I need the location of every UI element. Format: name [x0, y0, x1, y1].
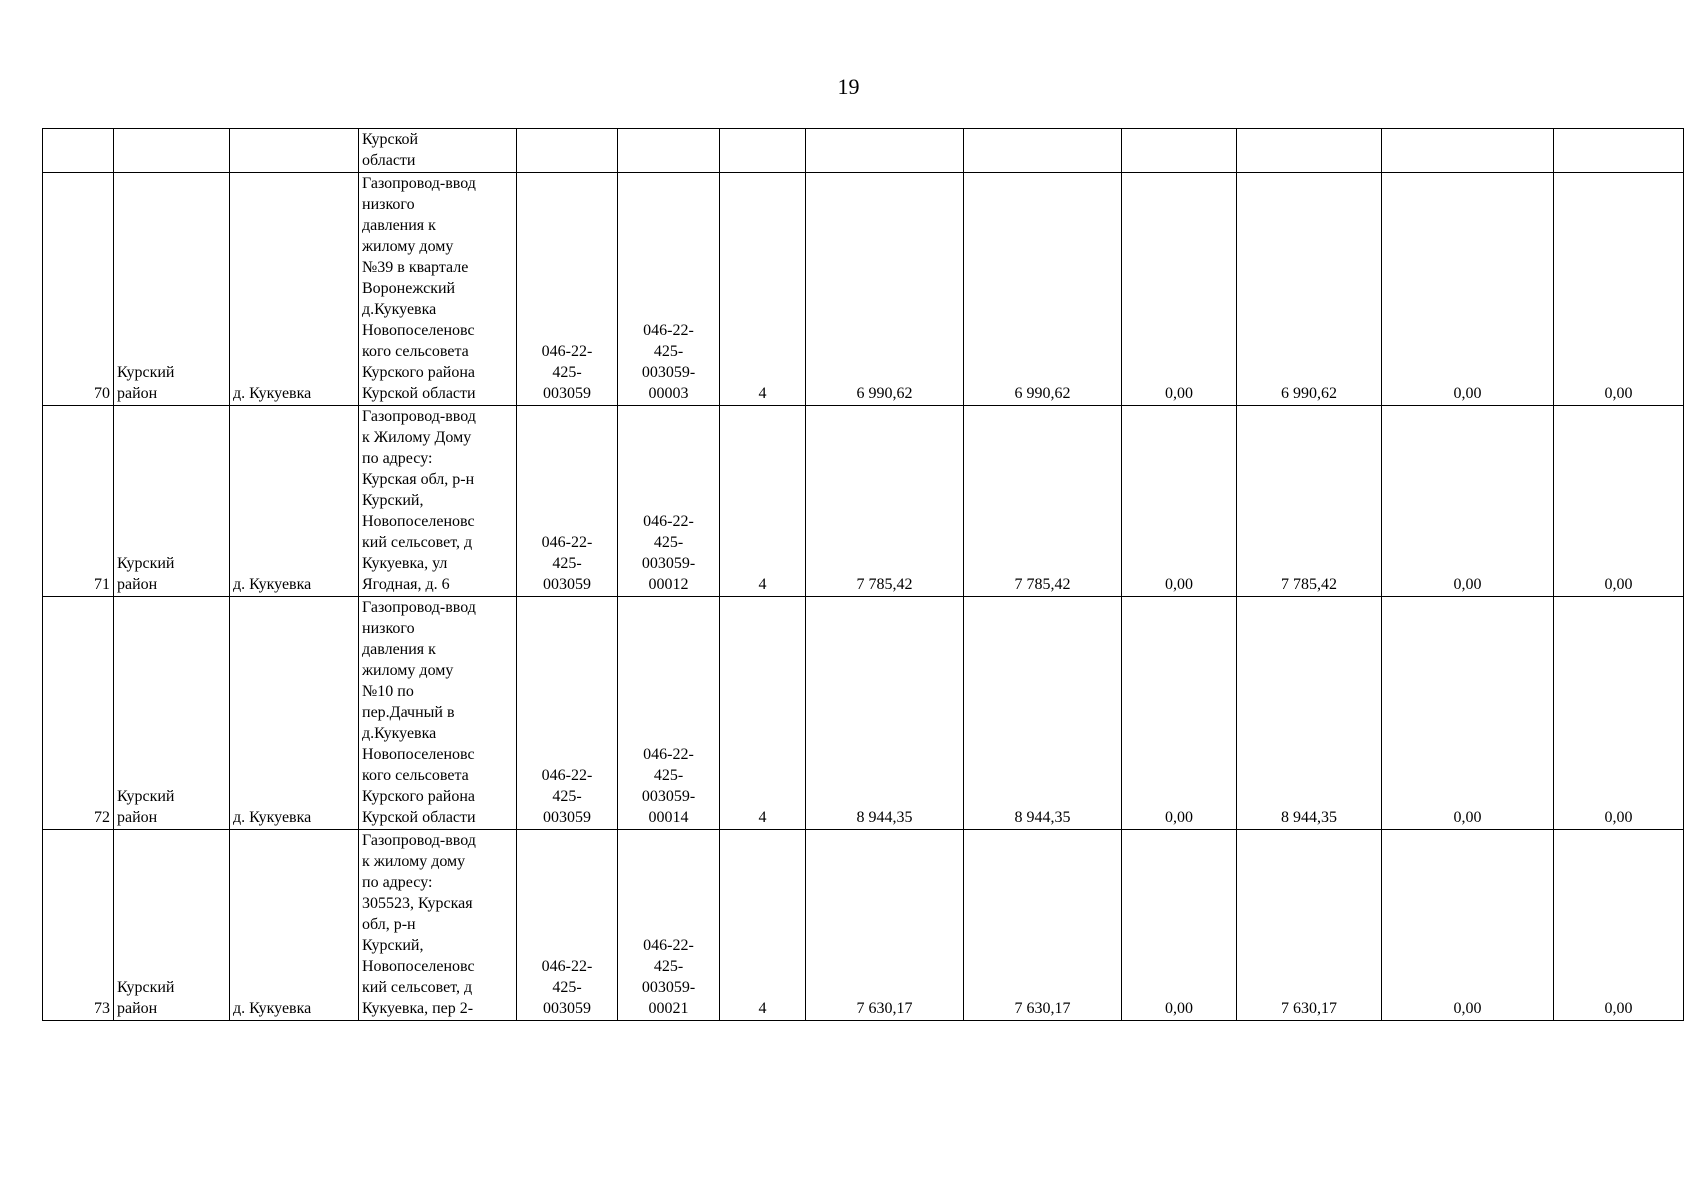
cell-value-5 [1382, 129, 1554, 173]
cell-num: 72 [43, 597, 114, 830]
description-line: области [362, 152, 416, 169]
line: Воронежский [362, 280, 456, 297]
cell-value-4: 7 785,42 [1237, 406, 1382, 597]
line: 00012 [648, 576, 689, 593]
cell-value-5: 0,00 [1382, 830, 1554, 1021]
line: 046-22- [643, 937, 694, 954]
registry-table [42, 128, 1684, 1021]
line: Курский [117, 979, 175, 996]
line: 003059 [543, 385, 591, 402]
table-row [43, 830, 1684, 1021]
cell-code-2 [618, 129, 720, 173]
cell-value-5: 0,00 [1382, 406, 1554, 597]
cell-locality: д. Кукуевка [230, 173, 359, 406]
line: кого сельсовета [362, 343, 469, 360]
line: к Жилому Дому [362, 429, 472, 446]
line: 046-22- [643, 746, 694, 763]
line: район [117, 1000, 158, 1017]
cell-value-5: 0,00 [1382, 597, 1554, 830]
line: Курский [117, 364, 175, 381]
line: низкого [362, 196, 415, 213]
line: 00014 [648, 809, 689, 826]
line: 046-22- [541, 958, 593, 975]
cell-district [114, 830, 230, 1021]
line: по адресу: [362, 450, 433, 467]
line: район [117, 385, 158, 402]
line: 003059 [543, 576, 591, 593]
cell-value-6: 0,00 [1554, 830, 1684, 1021]
cell-code-1 [517, 129, 618, 173]
cell-value-3 [1122, 129, 1237, 173]
line: 046-22- [541, 534, 593, 551]
line: Курский, [362, 937, 424, 954]
line: 425- [552, 364, 582, 381]
line: д.Кукуевка [362, 725, 437, 742]
cell-value-2 [964, 129, 1122, 173]
line: №39 в квартале [362, 259, 469, 276]
cell-district [114, 406, 230, 597]
cell-value-4 [1237, 129, 1382, 173]
line: 003059- [641, 788, 696, 805]
cell-locality: д. Кукуевка [230, 597, 359, 830]
cell-description [359, 129, 517, 173]
line: Курского района [362, 788, 476, 805]
line: жилому дому [362, 238, 454, 255]
line: 425- [653, 958, 684, 975]
line: Новопоселеновс [362, 322, 475, 339]
cell-value-1 [806, 129, 964, 173]
table-row [43, 406, 1684, 597]
cell-description [359, 173, 517, 406]
line: Курский [117, 788, 175, 805]
cell-value-6: 0,00 [1554, 406, 1684, 597]
line: д.Кукуевка [362, 301, 437, 318]
line: Новопоселеновс [362, 513, 475, 530]
cell-district [114, 597, 230, 830]
cell-code-2 [618, 406, 720, 597]
continuation-row [43, 129, 1684, 173]
cell-category: 4 [720, 830, 806, 1021]
cell-value-5: 0,00 [1382, 173, 1554, 406]
line: давления к [362, 217, 436, 234]
cell-value-4: 8 944,35 [1237, 597, 1382, 830]
line: район [117, 576, 158, 593]
line: Курский [117, 555, 175, 572]
line: кий сельсовет, д [362, 534, 473, 551]
cell-value-1: 6 990,62 [806, 173, 964, 406]
line: Газопровод-ввод [362, 175, 476, 192]
line: 425- [653, 534, 684, 551]
cell-code-1 [517, 597, 618, 830]
cell-locality [230, 129, 359, 173]
line: Курской области [362, 809, 476, 826]
line: 305523, Курская [362, 895, 473, 912]
line: 046-22- [643, 513, 694, 530]
cell-value-2: 7 630,17 [964, 830, 1122, 1021]
table-row [43, 597, 1684, 830]
line: 046-22- [541, 343, 593, 360]
cell-value-4: 7 630,17 [1237, 830, 1382, 1021]
cell-value-2: 6 990,62 [964, 173, 1122, 406]
cell-description [359, 406, 517, 597]
line: Новопоселеновс [362, 958, 475, 975]
line: 003059- [641, 979, 696, 996]
cell-district [114, 129, 230, 173]
cell-code-2 [618, 597, 720, 830]
cell-description [359, 830, 517, 1021]
cell-value-6: 0,00 [1554, 597, 1684, 830]
cell-category: 4 [720, 406, 806, 597]
cell-value-4: 6 990,62 [1237, 173, 1382, 406]
cell-district [114, 173, 230, 406]
line: 425- [552, 979, 582, 996]
line: низкого [362, 620, 415, 637]
cell-num [43, 129, 114, 173]
line: Газопровод-ввод [362, 832, 476, 849]
line: Курского района [362, 364, 476, 381]
cell-value-6: 0,00 [1554, 173, 1684, 406]
cell-locality: д. Кукуевка [230, 830, 359, 1021]
line: 003059- [641, 364, 696, 381]
cell-value-2: 7 785,42 [964, 406, 1122, 597]
cell-value-3: 0,00 [1122, 830, 1237, 1021]
cell-category [720, 129, 806, 173]
line: кий сельсовет, д [362, 979, 473, 996]
line: обл, р-н [362, 916, 416, 933]
line: жилому дому [362, 662, 454, 679]
line: Курская обл, р-н [362, 471, 475, 488]
cell-num: 70 [43, 173, 114, 406]
line: 003059 [543, 809, 591, 826]
line: Курский, [362, 492, 424, 509]
line: 425- [552, 555, 582, 572]
cell-value-1: 7 785,42 [806, 406, 964, 597]
cell-description [359, 597, 517, 830]
cell-code-1 [517, 830, 618, 1021]
line: Новопоселеновс [362, 746, 475, 763]
cell-value-1: 7 630,17 [806, 830, 964, 1021]
cell-code-2 [618, 830, 720, 1021]
line: Курской области [362, 385, 476, 402]
line: 425- [653, 343, 684, 360]
line: давления к [362, 641, 436, 658]
cell-category: 4 [720, 173, 806, 406]
line: кого сельсовета [362, 767, 469, 784]
line: район [117, 809, 158, 826]
line: пер.Дачный в [362, 704, 455, 721]
line: 425- [653, 767, 684, 784]
line: №10 по [362, 683, 414, 700]
line: Газопровод-ввод [362, 408, 476, 425]
cell-value-3: 0,00 [1122, 406, 1237, 597]
cell-value-2: 8 944,35 [964, 597, 1122, 830]
page-number: 19 [837, 74, 860, 99]
cell-value-6 [1554, 129, 1684, 173]
cell-locality: д. Кукуевка [230, 406, 359, 597]
line: 003059 [543, 1000, 591, 1017]
cell-value-3: 0,00 [1122, 597, 1237, 830]
cell-num: 71 [43, 406, 114, 597]
line: 425- [552, 788, 582, 805]
line: Кукуевка, ул [362, 555, 448, 572]
line: 046-22- [643, 322, 694, 339]
cell-category: 4 [720, 597, 806, 830]
line: Ягодная, д. 6 [362, 576, 450, 593]
cell-code-1 [517, 173, 618, 406]
line: 003059- [641, 555, 696, 572]
line: Кукуевка, пер 2- [362, 1000, 474, 1017]
cell-value-3: 0,00 [1122, 173, 1237, 406]
line: 046-22- [541, 767, 593, 784]
description-line: Курской [362, 131, 419, 148]
cell-code-2 [618, 173, 720, 406]
line: 00021 [648, 1000, 689, 1017]
line: Газопровод-ввод [362, 599, 476, 616]
table-body [43, 129, 1684, 1021]
line: 00003 [648, 385, 689, 402]
line: по адресу: [362, 874, 433, 891]
table-row [43, 173, 1684, 406]
cell-num: 73 [43, 830, 114, 1021]
cell-code-1 [517, 406, 618, 597]
cell-value-1: 8 944,35 [806, 597, 964, 830]
line: к жилому дому [362, 853, 466, 870]
